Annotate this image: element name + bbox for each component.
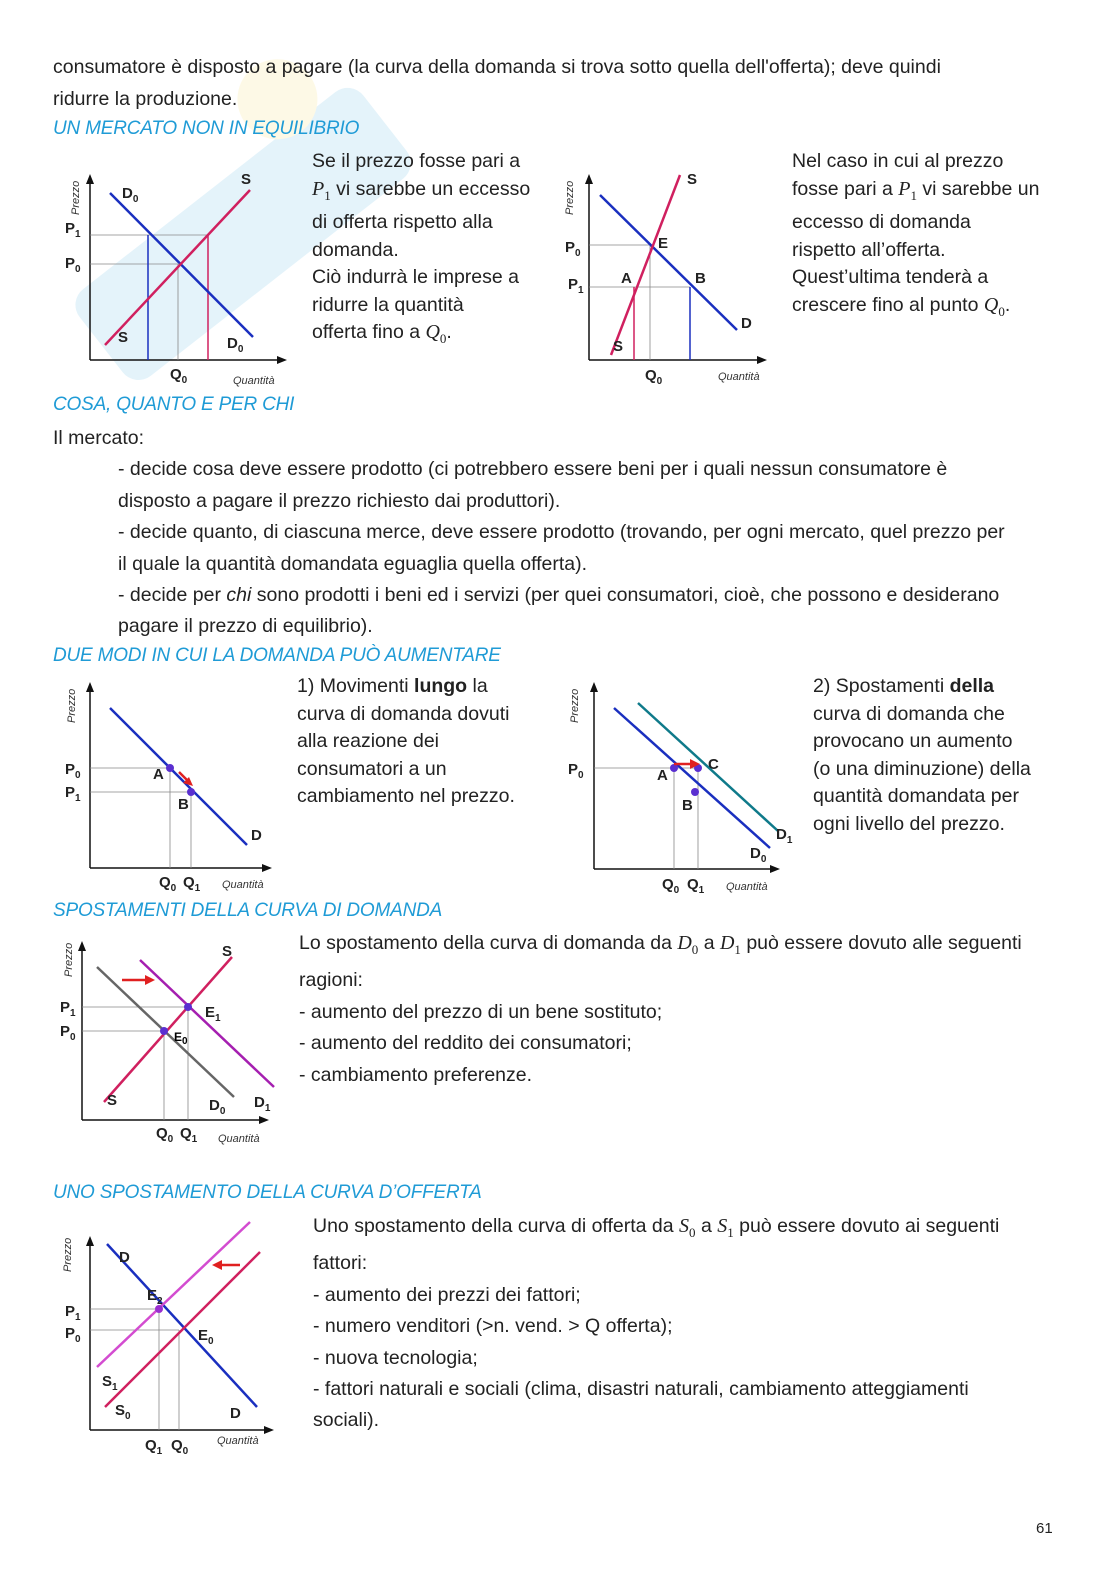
svg-text:S1: $S_1$ bbox=[102, 1373, 118, 1393]
chart-excess-supply bbox=[55, 160, 300, 392]
svg-text:Q1: $Q_1$ bbox=[183, 874, 201, 894]
y-axis-label: Prezzo bbox=[66, 688, 78, 723]
intro-line: consumatore è disposto a pagare (la curva della domanda si trova sotto quella dell'offerta); deve quindi bbox=[53, 56, 941, 78]
chart4-caption: 2) Spostamenti della curva di domanda che provocano un aumento (o una diminuzione) della quantità domandata per ogni livello del prezzo. bbox=[813, 675, 1031, 835]
svg-text:D1: $D_1$ bbox=[254, 1094, 271, 1114]
svg-text:P0: $P_0$ bbox=[65, 255, 81, 275]
demand-curve-d1 bbox=[140, 960, 274, 1087]
svg-text:Quantità: Quantità bbox=[726, 881, 768, 893]
section-heading: COSA, QUANTO E PER CHI bbox=[53, 394, 295, 415]
svg-text:A: A bbox=[657, 767, 668, 784]
svg-text:S0: $S_0$ bbox=[115, 1402, 131, 1422]
section-heading: DUE MODI IN CUI LA DOMANDA PUÒ AUMENTARE bbox=[53, 645, 501, 666]
svg-text:D0: $D_0$ bbox=[122, 185, 139, 205]
svg-text:S: S bbox=[687, 171, 698, 188]
svg-text:P0: $P_0$ bbox=[60, 1023, 76, 1043]
section-heading: SPOSTAMENTI DELLA CURVA DI DOMANDA bbox=[53, 900, 443, 921]
svg-text:P1: $P_1$ bbox=[65, 784, 81, 804]
demand-curve bbox=[600, 195, 737, 330]
svg-text:P0: $P_0$ bbox=[568, 761, 584, 781]
svg-text:B: B bbox=[682, 797, 693, 814]
chart-supply-shift bbox=[55, 1212, 290, 1462]
supply-curve bbox=[105, 190, 250, 345]
svg-text:E2: $E_2$ bbox=[147, 1287, 163, 1307]
svg-text:A: A bbox=[153, 766, 164, 783]
y-axis-label: Prezzo bbox=[63, 942, 75, 977]
market-functions: Il mercato: - decide cosa deve essere prodotto (ci potrebbero essere beni per i quali nessun consumatore è disposto a pagare il prezzo richiesto dai produttori). - decide quanto, di ciascuna merce, deve essere prodotto (trovando, per ogni mercato, quel prezzo per il quale la quantità domandata eguaglia quella offerta). - decide per chi sono prodotti i beni ed i servizi (per quei consumatori, cioè, che possono e desiderano pagare il prezzo di equilibrio). bbox=[53, 427, 1005, 638]
y-axis-label: Prezzo bbox=[569, 688, 581, 723]
svg-text:P1: $P_1$ bbox=[60, 999, 76, 1019]
svg-text:E0: $E_0$ bbox=[174, 1030, 188, 1047]
svg-text:Quantità: Quantità bbox=[718, 371, 760, 383]
svg-text:S: S bbox=[241, 171, 252, 188]
svg-text:D0: $D_0$ bbox=[750, 845, 767, 865]
svg-text:P0: $P_0$ bbox=[565, 239, 581, 259]
svg-text:Q0: $Q_0$ bbox=[171, 1437, 189, 1457]
svg-text:P1: $P_1$ bbox=[65, 220, 81, 240]
demand-curve bbox=[110, 708, 247, 845]
page-number: 61 bbox=[1036, 1520, 1053, 1537]
chart-movement-along-demand bbox=[55, 673, 285, 898]
y-axis-label: Prezzo bbox=[564, 180, 576, 215]
svg-text:P0: $P_0$ bbox=[65, 761, 81, 781]
svg-text:E1: $E_1$ bbox=[205, 1004, 221, 1024]
chart3-caption: 1) Movimenti lungo la curva di domanda dovuti alla reazione dei consumatori a un cambiamento nel prezzo. bbox=[297, 675, 515, 807]
svg-text:Q0: $Q_0$ bbox=[156, 1125, 174, 1145]
svg-text:Quantità: Quantità bbox=[222, 879, 264, 891]
svg-text:E: E bbox=[658, 235, 669, 252]
svg-text:E0: $E_0$ bbox=[198, 1327, 214, 1347]
svg-text:Q0: $Q_0$ bbox=[662, 876, 680, 896]
demand-curve-d0 bbox=[614, 708, 770, 848]
section-heading: UNO SPOSTAMENTO DELLA CURVA D’OFFERTA bbox=[53, 1182, 482, 1203]
svg-text:Q1: $Q_1$ bbox=[145, 1437, 163, 1457]
supply-curve-s1 bbox=[97, 1222, 250, 1367]
svg-text:Q1: $Q_1$ bbox=[687, 876, 705, 896]
svg-text:S: S bbox=[222, 943, 233, 960]
chart2-caption: Nel caso in cui al prezzo fosse pari a $P_1$ vi sarebbe un eccesso di domanda rispetto all’offerta. Quest’ultima tenderà a crescere fino al punto $Q_0$. bbox=[792, 150, 1040, 319]
svg-text:B: B bbox=[178, 796, 189, 813]
svg-text:D: D bbox=[741, 315, 752, 332]
demand-shift-reasons: Lo spostamento della curva di domanda da $D_0$ a $D_1$ può essere dovuto alle seguenti ragioni: - aumento del prezzo di un bene sostituto; - aumento del reddito dei consumatori; - cambiamento preferenze. bbox=[299, 932, 1022, 1086]
svg-text:P1: $P_1$ bbox=[568, 276, 584, 296]
chart-demand-shift-equilibrium bbox=[52, 932, 287, 1152]
svg-text:Q0: $Q_0$ bbox=[159, 874, 177, 894]
svg-text:A: A bbox=[621, 270, 632, 287]
svg-text:Quantità: Quantità bbox=[218, 1133, 260, 1145]
svg-text:Q0: $Q_0$ bbox=[645, 367, 663, 387]
chart-shift-of-demand bbox=[558, 673, 798, 898]
svg-text:Quantità: Quantità bbox=[217, 1435, 259, 1447]
svg-text:D0: $D_0$ bbox=[227, 335, 244, 355]
intro-paragraph bbox=[53, 54, 941, 113]
svg-text:S: S bbox=[118, 329, 129, 346]
svg-text:Quantità: Quantità bbox=[233, 375, 275, 387]
svg-text:B: B bbox=[695, 270, 706, 287]
svg-text:D: D bbox=[230, 1405, 241, 1422]
chart1-caption: Se il prezzo fosse pari a $P_1$ vi sarebbe un eccesso di offerta rispetto alla domanda. Ciò indurrà le imprese a ridurre la quantità offerta fino a $Q_0$. bbox=[312, 150, 531, 346]
svg-text:D: D bbox=[251, 827, 262, 844]
section-heading: UN MERCATO NON IN EQUILIBRIO bbox=[53, 118, 360, 139]
svg-text:S: S bbox=[107, 1092, 118, 1109]
svg-text:P0: $P_0$ bbox=[65, 1325, 81, 1345]
supply-shift-factors: Uno spostamento della curva di offerta da $S_0$ a $S_1$ può essere dovuto ai seguenti fattori: - aumento dei prezzi dei fattori; - numero venditori (>n. vend. > Q offerta); - nuova tecnologia; - fattori naturali e sociali (clima, disastri naturali, cambiamento atteggiamenti sociali). bbox=[313, 1215, 1000, 1432]
svg-text:D0: $D_0$ bbox=[209, 1097, 226, 1117]
svg-text:D1: $D_1$ bbox=[776, 826, 793, 846]
svg-text:C: C bbox=[708, 756, 719, 773]
y-axis-label: Prezzo bbox=[62, 1237, 74, 1272]
intro-line: ridurre la produzione. bbox=[53, 87, 238, 110]
svg-text:Q1: $Q_1$ bbox=[180, 1125, 198, 1145]
y-axis-label: Prezzo bbox=[70, 180, 82, 215]
chart-excess-demand bbox=[555, 160, 785, 390]
svg-text:P1: $P_1$ bbox=[65, 1303, 81, 1323]
svg-text:S: S bbox=[613, 338, 624, 355]
svg-text:Q0: $Q_0$ bbox=[170, 366, 188, 386]
svg-text:D: D bbox=[119, 1249, 130, 1266]
